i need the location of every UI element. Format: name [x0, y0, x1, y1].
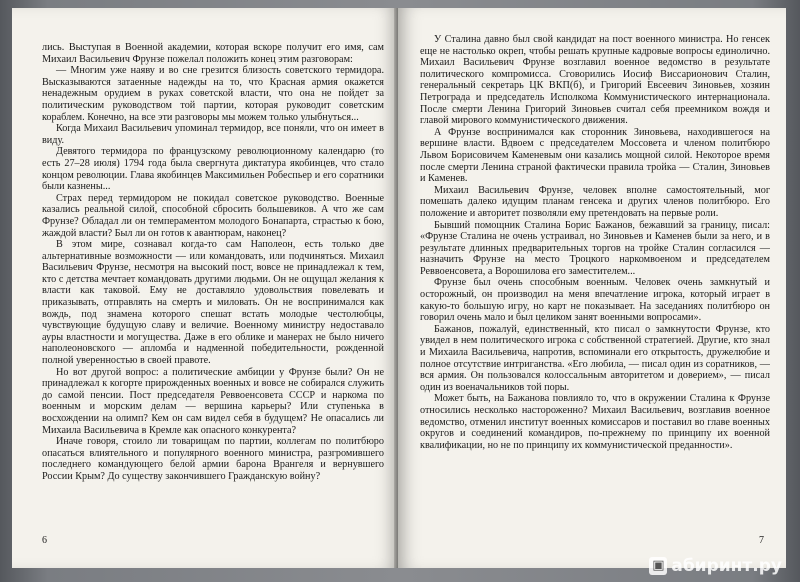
paragraph: Бывший помощник Сталина Борис Бажанов, бежавший за границу, писал: «Фрунзе Сталина не очень устраивал, но Зиновьев и Каменев были за него, и в результате длинных предварительных торгов на тройке Сталин согласился — назначить Фрунзе на место Троцкого наркомвоеном и председателем Реввоенсовета, а Ворошилова его заместителем... — [420, 219, 770, 277]
watermark-text: абиринт.ру — [671, 556, 782, 576]
paragraph: Когда Михаил Васильевич упоминал термидор, все поняли, что он имеет в виду. — [42, 123, 384, 146]
labirint-book-icon: ▣ — [649, 557, 667, 575]
paragraph: Михаил Васильевич Фрунзе, человек вполне самостоятельный, мог помешать далеко идущим планам генсека и других членов политбюро. Его положение и авторитет позволяли ему претендовать на первые роли. — [420, 184, 770, 219]
paragraph: лись. Выступая в Военной академии, которая вскоре получит его имя, сам Михаил Васильевич Фрунзе пожелал положить конец этим разговорам: — [42, 42, 384, 65]
right-page — [398, 8, 786, 568]
paragraph: Но вот другой вопрос: а политические амбиции у Фрунзе были? Он не принадлежал к когорте прирожденных военных и вовсе не собирался служить до самой пенсии. Пост председателя Реввоенсовета СССР и наркома по военным и морским делам — вершина карьеры? Или ступенька в восхождении на олимп? Кем он сам видел себя в будущем? Не опасались ли Михаила Васильевича в Кремле как опасного конкурента? — [42, 366, 384, 436]
paragraph: Иначе говоря, стоило ли товарищам по партии, коллегам по политбюро опасаться влиятельного и популярного военного министра, разгромившего последнего командующего белой армии барона Врангеля и вернувшего России Крым? До существу закончившего Гражданскую войну? — [42, 436, 384, 482]
paragraph: В этом мире, сознавал когда-то сам Наполеон, есть только две альтернативные возможности — или командовать, или подчиняться. Михаил Васильевич Фрунзе, несмотря на высокий пост, вовсе не принадлежал к тем, кто с детства мечтает командовать другими людьми. Он не ощущал желания к власти как таковой. Ему не доставляло удовольствия повелевать и приказывать, отправлять на смерть и миловать. Он не воспринимался как вождь, под знамена которого спешат встать молодые честолюбцы, чувствующие будущую славу и величие. Военному министру недоставало ауры властности и могущества. Даже в его облике и манерах не было ничего наполеоновского — апломба и надменной победительности, рожденной полной уверенностью в своей правоте. — [42, 239, 384, 367]
paragraph: Страх перед термидором не покидал советское руководство. Военные казались реальной силой, способной сбросить большевиков. А что же сам Фрунзе? Обладал ли он темпераментом молодого Бонапарта, страстью к бою, жаждой власти? Был ли он готов к авантюрам, наконец? — [42, 192, 384, 239]
page-number-left: 6 — [42, 535, 47, 546]
right-page-text — [420, 34, 770, 451]
paragraph: Бажанов, пожалуй, единственный, кто писал о замкнутости Фрунзе, кто увидел в нем политического игрока с собственной стратегией. Другие, кто знал и Михаила Васильевича, напротив, вспоминали его открытость, дружелюбие и полное отсутствие интриганства. «Его любила, — писал один из соратников, — вся армия. Он пользовался колоссальным авторитетом и доверием», — писал один из военачальников той поры. — [420, 323, 770, 393]
left-page — [12, 8, 398, 568]
page-number-right: 7 — [759, 535, 764, 546]
left-page-text — [42, 42, 384, 483]
paragraph: Фрунзе был очень способным военным. Человек очень замкнутый и осторожный, он производил на меня впечатление игрока, который играет в какую-то большую игру, но карт не показывает. На заседаниях политбюро он говорил очень мало и был целиком занят военными вопросами». — [420, 277, 770, 324]
paragraph: Девятого термидора по французскому революционному календарю (то есть 27–28 июля) 1794 года была свергнута диктатура якобинцев, что стало концом революции. Глава якобинцев Максимильен Робеспьер и его соратники были казнены... — [42, 146, 384, 193]
paragraph: А Фрунзе воспринимался как сторонник Зиновьева, находившегося на вершине власти. Вдвоем с председателем Моссовета и членом политбюро Львом Борисовичем Каменевым они казались мощной силой. Некоторое время после смерти Ленина страной фактически правила тройка — Сталин, Зиновьев и Каменев. — [420, 126, 770, 185]
watermark — [649, 556, 782, 576]
paragraph: Может быть, на Бажанова повлияло то, что в окружении Сталина к Фрунзе относились несколько настороженно? Михаил Васильевич, возглавив военное ведомство, отменил институт военных комиссаров и поставил во главе военных округов и соединений командиров, по-прежнему по принципу их военной квалификации, но не по принципу их коммунистической преданности». — [420, 393, 770, 451]
paragraph: — Многим уже наяву и во сне грезится близость советского термидора. Высказываются затаенные надежды на то, что Красная армия окажется ненадежным орудием в руках советской власти, что она не пойдет за политическим руководством той партии, которая руководит советским кораблем. Конечно, на все эти разговоры мы можем только улыбнуться... — [42, 65, 384, 123]
paragraph: У Сталина давно был свой кандидат на пост военного министра. Но генсек еще не настолько окреп, чтобы решать крупные кадровые вопросы единолично. Михаил Васильевич Фрунзе возглавил военное ведомство в результате политического компромисса. Сговорились Иосиф Виссарионович Сталин, генеральный секретарь ЦК ВКП(б), и Григорий Евсеевич Зиновьев, хозяин Петрограда и председатель Исполкома Коммунистического интернационала. После смерти Ленина Григорий Зиновьев считал себя преемником вождя и главой мирового коммунистического движения. — [420, 34, 770, 127]
